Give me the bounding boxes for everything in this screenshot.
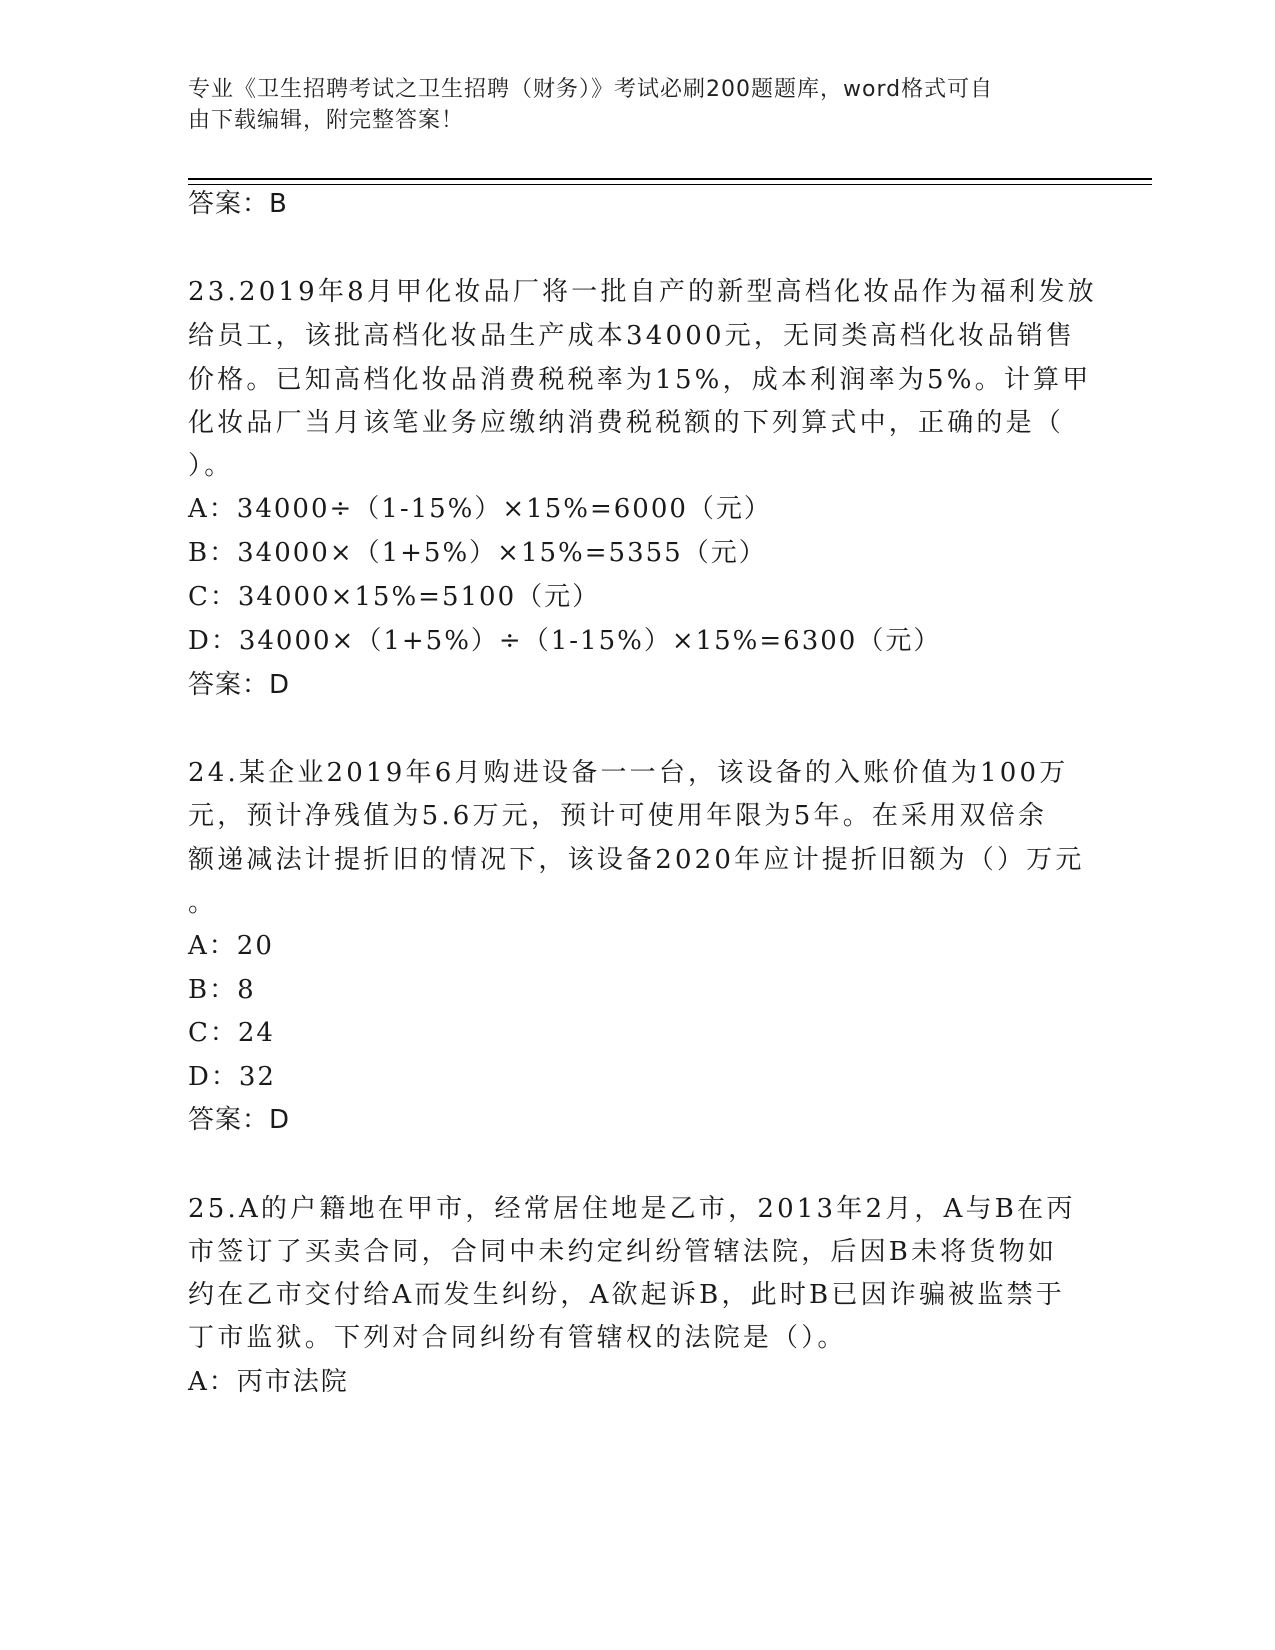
document-header — [188, 74, 1068, 136]
option-a: A：丙市法院 — [188, 1367, 349, 1397]
question-text-line: 约在乙市交付给A而发生纠纷，A欲起诉B，此时B已因诈骗被监禁于 — [188, 1280, 1065, 1310]
header-rule-thin — [188, 184, 1152, 185]
option-b: B：8 — [188, 975, 256, 1005]
option-c: C：34000×15%=5100（元） — [188, 582, 601, 612]
question-text-line: 市签订了买卖合同，合同中未约定纠纷管辖法院，后因B未将货物如 — [188, 1237, 1058, 1267]
option-c: C：24 — [188, 1018, 275, 1048]
header-line-2: 由下载编辑，附完整答案！ — [188, 108, 465, 133]
option-d: D：32 — [188, 1062, 276, 1092]
question-text-line: 23.2019年8月甲化妆品厂将一批自产的新型高档化妆品作为福利发放 — [188, 277, 1097, 307]
question-text-line: ）。 — [188, 451, 234, 481]
question-text-line: 元，预计净残值为5.6万元，预计可使用年限为5年。在采用双倍余 — [188, 801, 1048, 831]
question-text-line: 丁市监狱。下列对合同纠纷有管辖权的法院是（）。 — [188, 1323, 847, 1353]
option-a: A：20 — [188, 931, 274, 961]
previous-answer: 答案：B — [188, 189, 288, 219]
question-text-line: 化妆品厂当月该笔业务应缴纳消费税税额的下列算式中，正确的是（ — [188, 408, 1065, 438]
question-text-line: 25.A的户籍地在甲市，经常居住地是乙市，2013年2月，A与B在丙 — [188, 1194, 1076, 1224]
header-rule-thick — [188, 178, 1152, 180]
question-text-line: 价格。已知高档化妆品消费税税率为15%，成本利润率为5%。计算甲 — [188, 365, 1092, 395]
option-d: D：34000×（1+5%）÷（1-15%）×15%=6300（元） — [188, 626, 942, 656]
option-a: A：34000÷（1-15%）×15%=6000（元） — [188, 494, 772, 524]
question-text-line: 。 — [188, 888, 218, 918]
option-b: B：34000×（1+5%）×15%=5355（元） — [188, 538, 767, 568]
question-text-line: 给员工，该批高档化妆品生产成本34000元，无同类高档化妆品销售 — [188, 321, 1076, 351]
header-line-1: 专业《卫生招聘考试之卫生招聘（财务）》考试必刷200题题库，word格式可自 — [188, 77, 994, 102]
answer: 答案：D — [188, 670, 291, 700]
question-text-line: 24.某企业2019年6月购进设备一一台，该设备的入账价值为100万 — [188, 758, 1069, 788]
question-text-line: 额递减法计提折旧的情况下，该设备2020年应计提折旧额为（）万元 — [188, 845, 1085, 875]
answer: 答案：D — [188, 1105, 291, 1135]
